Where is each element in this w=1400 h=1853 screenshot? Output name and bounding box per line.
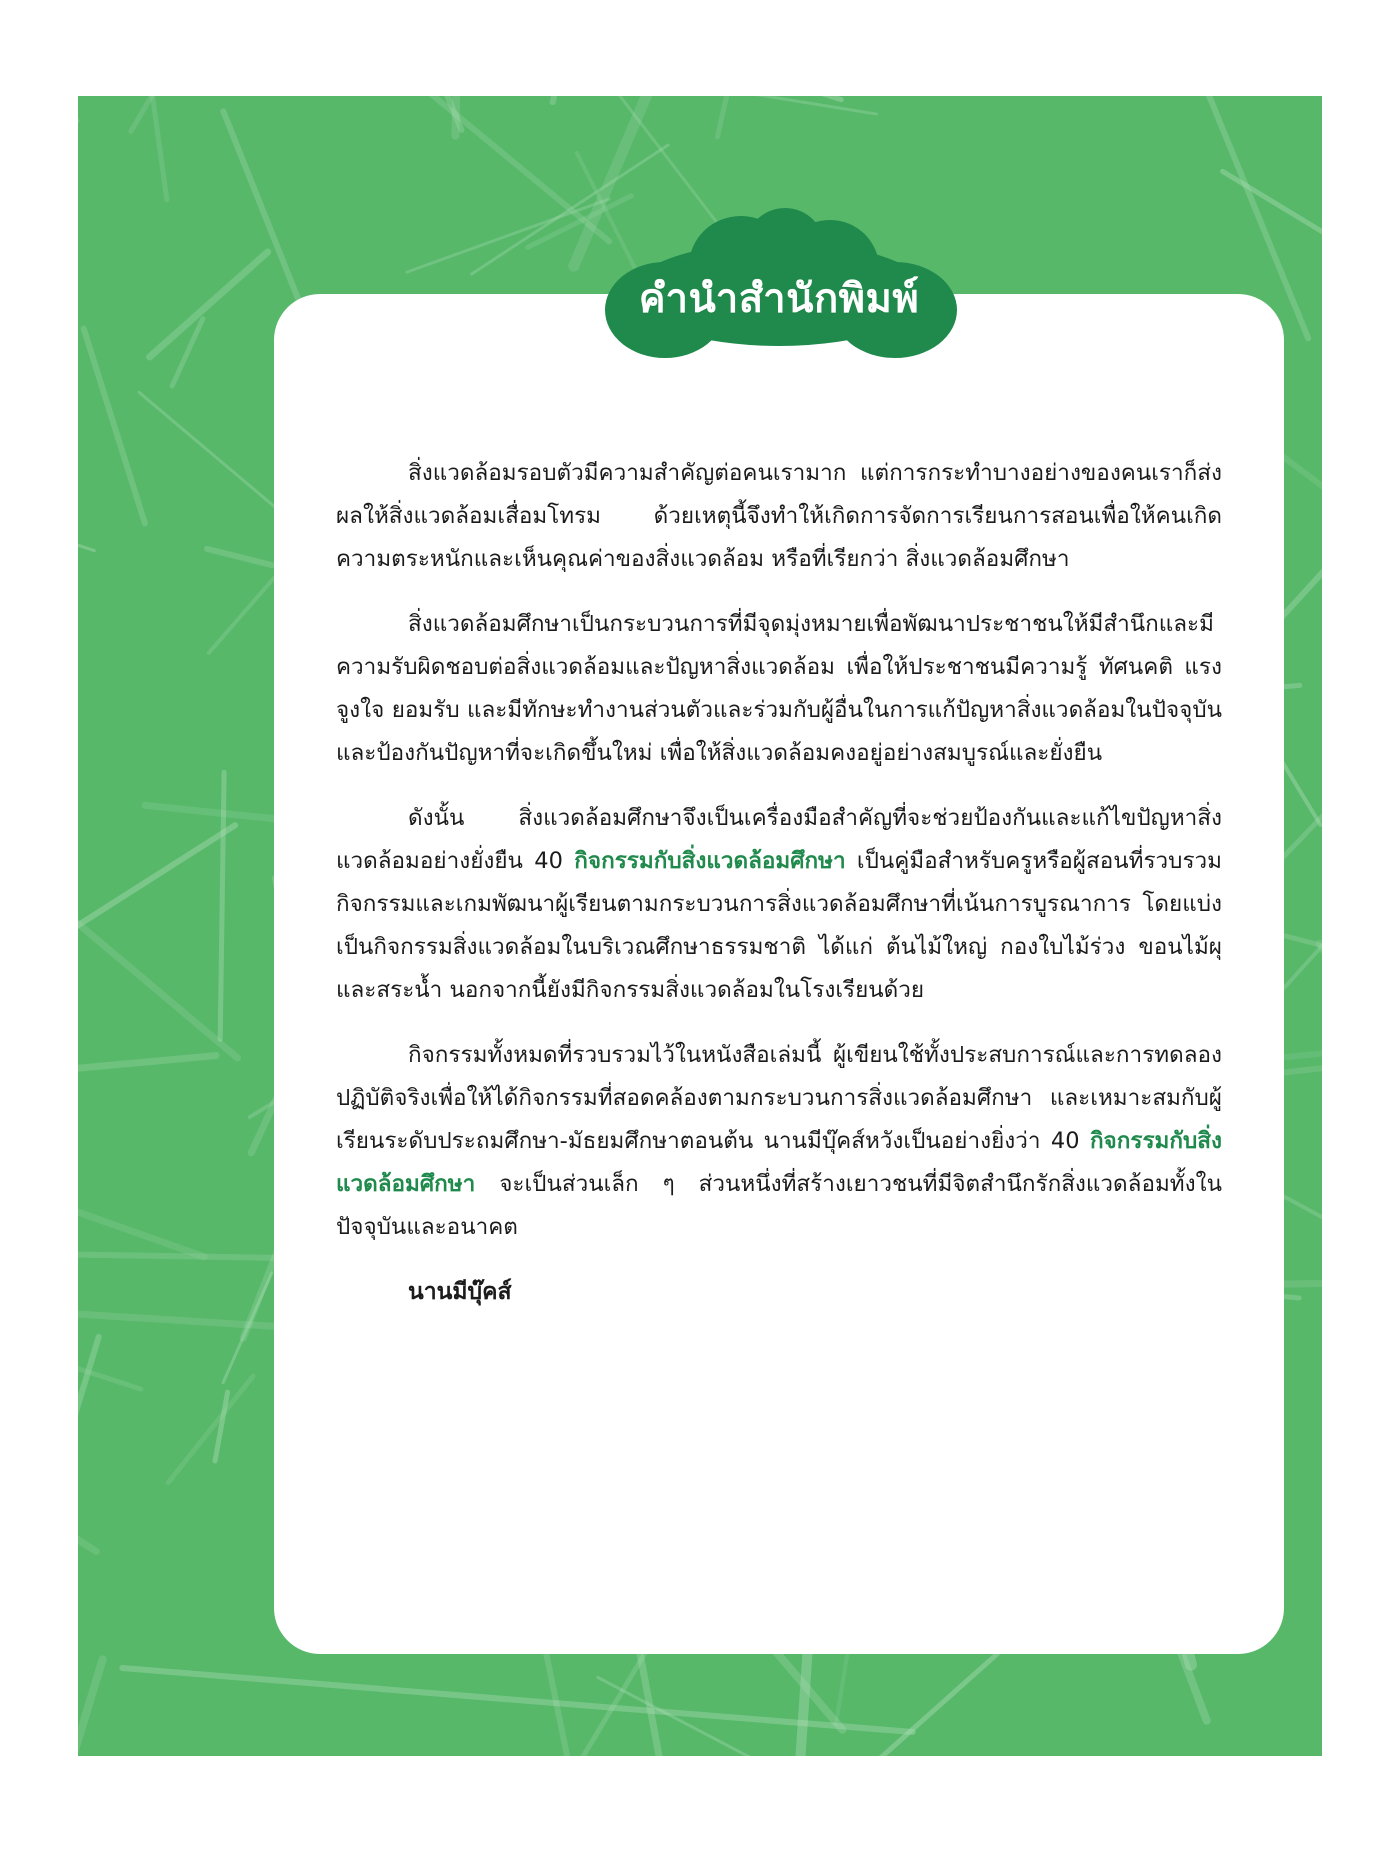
paragraph-4 (336, 1034, 1222, 1249)
vein-line (160, 96, 466, 134)
vein-line (142, 96, 170, 202)
page-title: คำนำสำนักพิมพ์ (638, 276, 920, 322)
content-card (274, 276, 1284, 1654)
vein-line (1083, 96, 1322, 136)
vein-line (78, 96, 80, 122)
publisher-signature: นานมีบุ๊คส์ (408, 1279, 512, 1305)
vein-line (714, 96, 759, 139)
paragraph-1 (336, 452, 1222, 581)
vein-line (822, 1651, 1001, 1756)
vein-line (1220, 168, 1322, 291)
text-run: เป็นคู่มือสำหรับครูหรือผู้สอนที่รวบรวมกิจกรรมและเกมพัฒนาผู้เรียนตามกระบวนการสิ่งแวดล้อมศึกษาที่เน้นการบูรณาการ โดยแบ่งเป็นกิจกรรมสิ่งแวดล้อมในบริเวณศึกษาธรรมชาติ ได้แก่ ต้นไม้ใหญ่ กองใบไม้ร่วง ขอนไม้ผุ และสระน้ำ นอกจากนี้ยังมีกิจกรรมสิ่งแวดล้อมในโรงเรียนด้วย (336, 848, 1222, 1003)
emphasized-title-run: กิจกรรมกับสิ่งแวดล้อมศึกษา (574, 848, 846, 874)
vein-line (80, 325, 149, 528)
paragraph-3 (336, 797, 1222, 1012)
vein-line (203, 545, 275, 568)
vein-line (165, 1373, 256, 1486)
text-run: กิจกรรมทั้งหมดที่รวบรวมไว้ในหนังสือเล่มนี้ ผู้เขียนใช้ทั้งประสบการณ์และการทดลองปฏิบัติจริงเพื่อให้ได้กิจกรรมที่สอดคล้องตามกระบวนการสิ่งแวดล้อมศึกษา และเหมาะสมกับผู้เรียนระดับประถมศึกษา-มัธยมศึกษาตอนต้น นานมีบุ๊คส์หวังเป็นอย่างยิ่งว่า 40 (336, 1042, 1222, 1154)
emphasized-title-run: กิจกรรมกับสิ่งแวดล้อมศึกษา (336, 1128, 1222, 1197)
vein-line (78, 821, 239, 1131)
vein-line (78, 1654, 107, 1756)
vein-line (145, 247, 273, 362)
vein-line (549, 96, 614, 106)
vein-line (292, 96, 844, 103)
vein-line (78, 1429, 102, 1557)
vein-line (78, 1052, 220, 1083)
vein-line (78, 485, 96, 553)
text-run: สิ่งแวดล้อมศึกษาเป็นกระบวนการที่มีจุดมุ่งหมายเพื่อพัฒนาประชาชนให้มีสำนึกและมีความรับผิดชอบต่อสิ่งแวดล้อมและปัญหาสิ่งแวดล้อม เพื่อให้ประชาชนมีความรู้ ทัศนคติ แรงจูงใจ ยอมรับ และมีทักษะทำงานส่วนตัวและร่วมกับผู้อื่นในการแก้ปัญหาสิ่งแวดล้อมในปัจจุบัน และป้องกันปัญหาที่จะเกิดขึ้นใหม่ เพื่อให้สิ่งแวดล้อมคงอยู่อย่างสมบูรณ์และยั่งยืน (336, 611, 1222, 766)
text-run: สิ่งแวดล้อมรอบตัวมีความสำคัญต่อคนเรามาก แต่การกระทำบางอย่างของคนเราก็ส่งผลให้สิ่งแวดล้อมเสื่อมโทรม ด้วยเหตุนี้จึงทำให้เกิดการจัดการเรียนการสอนเพื่อให้คนเกิดความตระหนักและเห็นคุณค่าของสิ่งแวดล้อม หรือที่เรียกว่า สิ่งแวดล้อมศึกษา (336, 460, 1222, 572)
paragraph-2 (336, 603, 1222, 775)
text-run: ดังนั้น สิ่งแวดล้อมศึกษาจึงเป็นเครื่องมือสำคัญที่จะช่วยป้องกันและแก้ไขปัญหาสิ่งแวดล้อมอย่างยั่งยืน 40 (336, 805, 1222, 874)
text-run: จะเป็นส่วนเล็ก ๆ ส่วนหนึ่งที่สร้างเยาวชนที่มีจิตสำนึกรักสิ่งแวดล้อมทั้งในปัจจุบันและอนาคต (336, 1171, 1222, 1240)
cloud-title-badge (569, 198, 989, 380)
vein-line (136, 390, 286, 517)
vein-line (720, 96, 879, 116)
green-leaf-panel (78, 96, 1322, 1756)
document-body (336, 452, 1222, 1336)
